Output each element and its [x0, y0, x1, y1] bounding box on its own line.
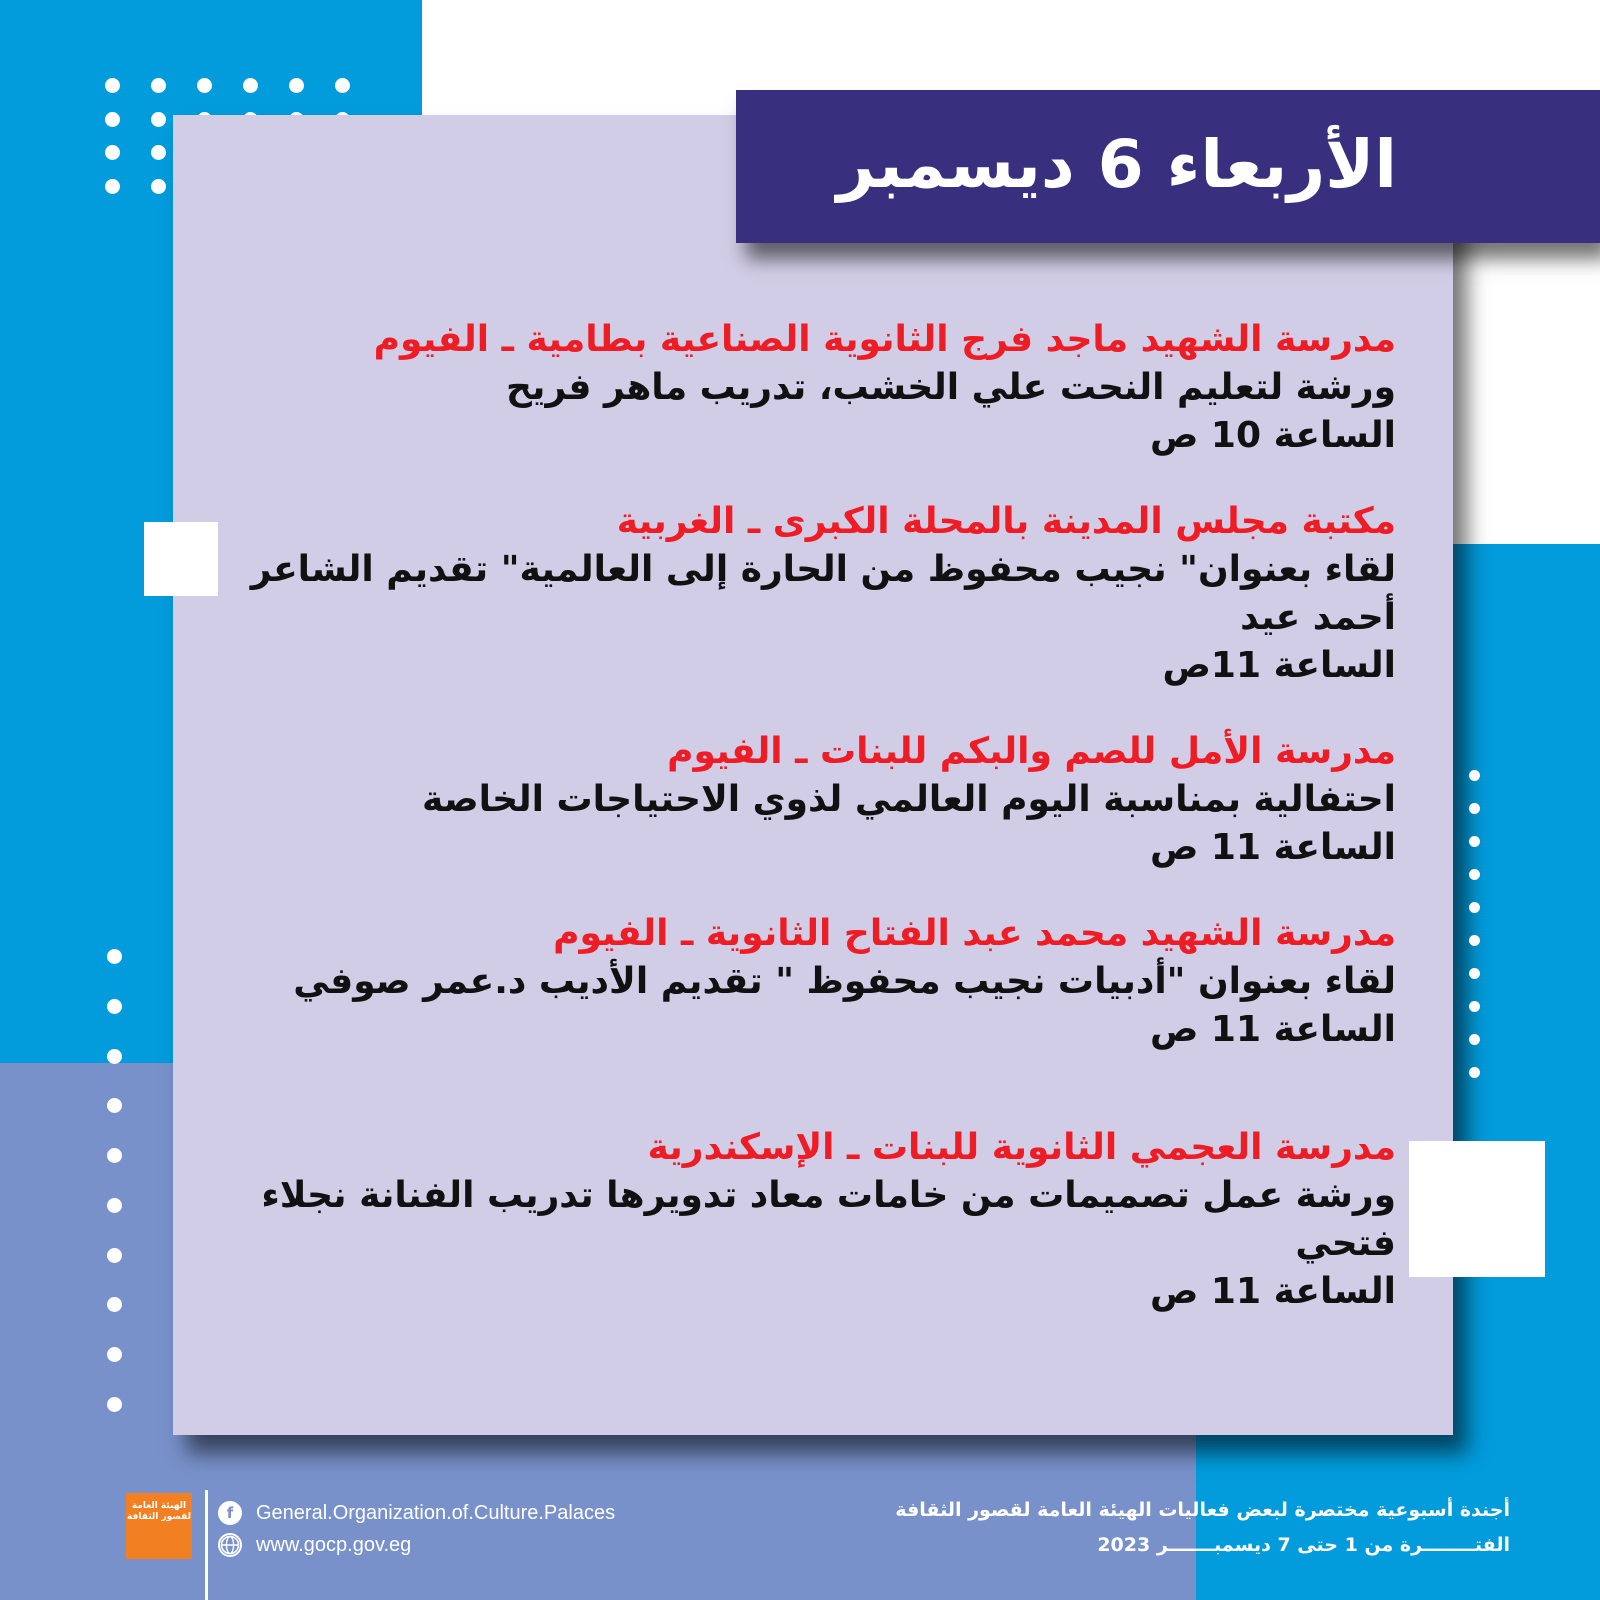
event-time: الساعة 10 ص [1149, 415, 1396, 456]
event-venue: مكتبة مجلس المدينة بالمحلة الكبرى ـ الغربية [616, 501, 1396, 542]
event-time: الساعة 11ص [1162, 645, 1396, 686]
decorative-dot [1469, 1001, 1480, 1012]
decorative-dot [107, 1397, 122, 1412]
decorative-dot [151, 112, 166, 127]
event-item [196, 728, 1396, 872]
decorative-dot [107, 1148, 122, 1163]
decorative-white-square [1409, 1141, 1545, 1277]
decorative-dot [289, 78, 304, 93]
event-time: الساعة 11 ص [1149, 1009, 1396, 1050]
decorative-dot [1469, 968, 1480, 979]
event-item [196, 498, 1396, 690]
decorative-dot [243, 78, 258, 93]
header-band [736, 90, 1600, 243]
decorative-dot [107, 1248, 122, 1263]
agenda-period: الفتــــــــرة من 1 حتى 7 ديسمبـــــــر 2023 [1097, 1534, 1510, 1556]
decorative-dot [197, 78, 212, 93]
logo [126, 1493, 192, 1559]
decorative-dot [107, 1347, 122, 1362]
website-url[interactable]: www.gocp.gov.eg [256, 1533, 412, 1556]
decorative-dot [1469, 935, 1480, 946]
event-venue: مدرسة العجمي الثانوية للبنات ـ الإسكندرية [647, 1127, 1396, 1168]
decorative-dot [1469, 869, 1480, 880]
decorative-dot [105, 78, 120, 93]
decorative-dot [1469, 836, 1480, 847]
decorative-dot [105, 145, 120, 160]
footer-divider [205, 1490, 208, 1600]
globe-icon [218, 1533, 242, 1557]
event-time: الساعة 11 ص [1149, 827, 1396, 868]
event-venue: مدرسة الشهيد ماجد فرج الثانوية الصناعية بطامية ـ الفيوم [373, 319, 1396, 360]
decorative-dot [107, 1049, 122, 1064]
logo-text: الهيئة العامة لقصور الثقافة [126, 1501, 192, 1522]
page-title: الأربعاء 6 ديسمبر [836, 126, 1397, 203]
decorative-dot [107, 949, 122, 964]
facebook-link[interactable] [218, 1499, 615, 1527]
event-description: لقاء بعنوان "أدبيات نجيب محفوظ " تقديم الأديب د.عمر صوفي [293, 961, 1396, 1002]
event-item [196, 1124, 1396, 1316]
event-description: لقاء بعنوان" نجيب محفوظ من الحارة إلى العالمية" تقديم الشاعر أحمد عيد [250, 549, 1396, 638]
decorative-dot [107, 1297, 122, 1312]
event-venue: مدرسة الشهيد محمد عبد الفتاح الثانوية ـ الفيوم [553, 913, 1396, 954]
decorative-dot [151, 145, 166, 160]
website-link[interactable] [218, 1531, 411, 1559]
event-description: ورشة لتعليم النحت علي الخشب، تدريب ماهر فريح [505, 367, 1396, 408]
decorative-dot [1469, 803, 1480, 814]
decorative-dot [107, 1198, 122, 1213]
decorative-dot [105, 112, 120, 127]
event-time: الساعة 11 ص [1149, 1271, 1396, 1312]
decorative-dot [1469, 1034, 1480, 1045]
facebook-icon: f [218, 1501, 242, 1525]
decorative-dot [107, 999, 122, 1014]
event-description: ورشة عمل تصميمات من خامات معاد تدويرها تدريب الفنانة نجلاء فتحي [261, 1175, 1396, 1264]
decorative-dot [1469, 770, 1480, 781]
decorative-dot [1469, 1067, 1480, 1078]
decorative-dot [151, 179, 166, 194]
decorative-dot [151, 78, 166, 93]
facebook-page-name[interactable]: General.Organization.of.Culture.Palaces [256, 1501, 616, 1524]
decorative-dot [107, 1098, 122, 1113]
event-item [196, 910, 1396, 1054]
event-venue: مدرسة الأمل للصم والبكم للبنات ـ الفيوم [667, 731, 1396, 772]
event-item [196, 316, 1396, 460]
decorative-dot [335, 78, 350, 93]
footer-agenda [895, 1495, 1510, 1565]
events-list [196, 316, 1396, 1354]
decorative-dot [105, 179, 120, 194]
decorative-dot [1469, 902, 1480, 913]
event-description: احتفالية بمناسبة اليوم العالمي لذوي الاحتياجات الخاصة [422, 779, 1396, 820]
agenda-note: أجندة أسبوعية مختصرة لبعض فعاليات الهيئة العامة لقصور الثقافة [895, 1499, 1510, 1521]
